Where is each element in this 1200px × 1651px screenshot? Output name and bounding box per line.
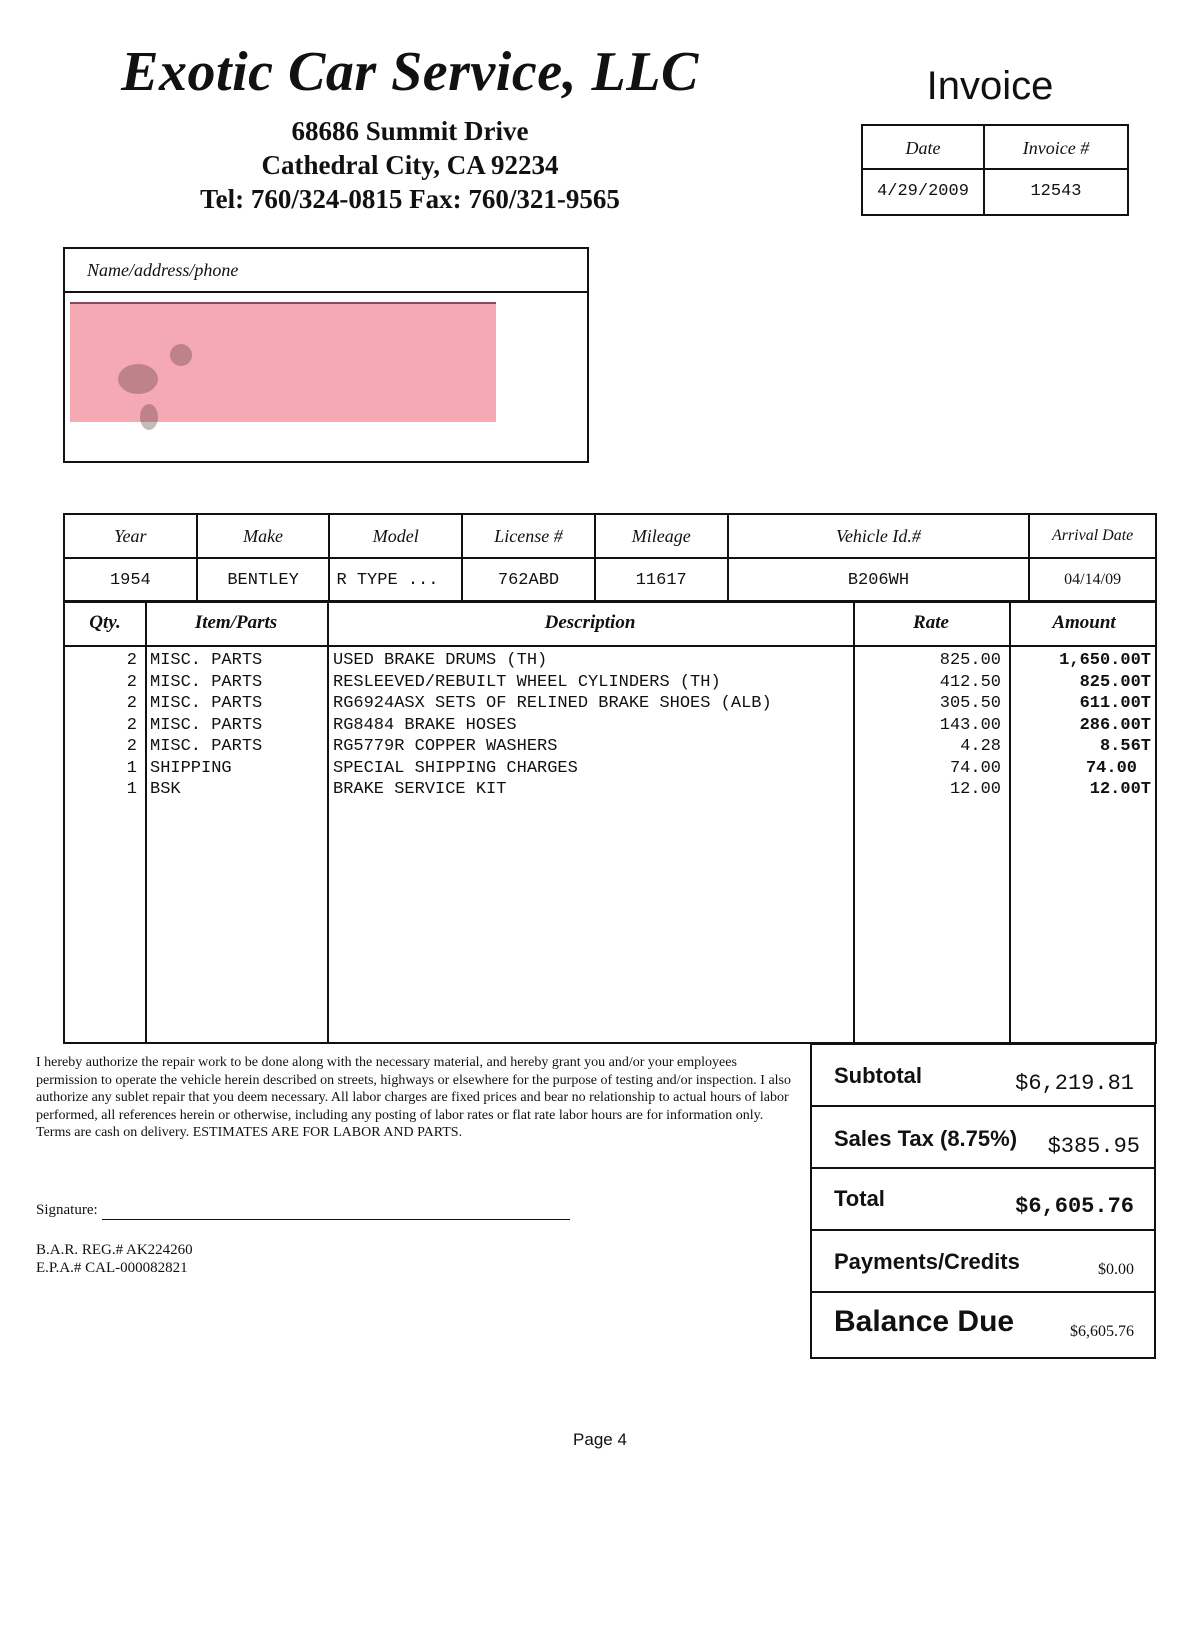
line-item-rate: 305.50 [939, 694, 1001, 713]
vehicle-header-make: Make [197, 514, 330, 558]
payments-value: $0.00 [1098, 1261, 1134, 1278]
vehicle-license: 762ABD [462, 558, 595, 602]
line-item-rate: 412.50 [939, 672, 1001, 692]
total-row [812, 1169, 1154, 1231]
line-item-rate: 143.00 [939, 715, 1001, 735]
vehicle-arrival-date: 04/14/09 [1029, 558, 1156, 602]
invoice-title: Invoice [926, 64, 1054, 108]
line-item-part: MISC. PARTS [150, 715, 263, 735]
sales-tax-label: Sales Tax (8.75%) [834, 1126, 1018, 1151]
payments-label: Payments/Credits [834, 1249, 1020, 1274]
balance-due-label: Balance Due [834, 1305, 1015, 1338]
line-item-description: USED BRAKE DRUMS (TH) [333, 651, 548, 670]
signature-label: Signature: [36, 1202, 98, 1218]
subtotal-row [812, 1045, 1154, 1107]
balance-due-value: $6,605.76 [1070, 1323, 1134, 1340]
line-item-rate: 4.28 [960, 737, 1001, 756]
line-item-row [65, 737, 1155, 759]
vehicle-mileage: 11617 [595, 558, 728, 602]
items-header-description: Description [544, 612, 636, 633]
balance-due-row [812, 1293, 1154, 1357]
vehicle-make: BENTLEY [197, 558, 330, 602]
line-item-part: SHIPPING [150, 758, 232, 778]
line-item-part: MISC. PARTS [150, 651, 263, 670]
line-item-qty: 1 [126, 758, 137, 778]
invoice-info-box [861, 124, 1129, 216]
invoice-number: 12543 [1030, 182, 1082, 201]
line-item-amount: 74.00 [1085, 758, 1137, 778]
line-item-part: MISC. PARTS [150, 737, 263, 756]
authorization-terms: I hereby authorize the repair work to be done along with the necessary material, and hereby grant you and/or your employees permission to operate the vehicle herein described on streets, highways or elsewhere for the purpose of testing and/or inspection. I also authorize any sublet repair that you deem necessary. All labor charges are fixed prices and bear no relationship to actual hours of labor performed, all references herein or otherwise, including any posting of labor rates or flat rate labor hours are for information only. Terms are cash on delivery. ESTIMATES ARE FOR LABOR AND PARTS. [36, 1055, 791, 1140]
line-item-part: MISC. PARTS [150, 694, 263, 713]
signature-line [102, 1219, 570, 1220]
vehicle-header-vin: Vehicle Id.# [728, 514, 1030, 558]
epa-number: E.P.A.# CAL-000082821 [36, 1260, 188, 1276]
line-item-row [65, 759, 1155, 781]
line-item-description: RG8484 BRAKE HOSES [333, 715, 517, 735]
vehicle-year: 1954 [64, 558, 197, 602]
line-item-row [65, 780, 1155, 802]
line-item-description: SPECIAL SHIPPING CHARGES [333, 758, 578, 778]
line-item-rate: 12.00 [949, 780, 1001, 799]
customer-address-header [65, 249, 587, 293]
vehicle-header-year: Year [64, 514, 197, 558]
line-item-qty: 2 [126, 672, 137, 692]
line-item-qty: 2 [126, 737, 137, 756]
invoice-number-label: Invoice # [985, 126, 1127, 170]
line-item-row [65, 651, 1155, 673]
page-number: Page 4 [573, 1430, 627, 1449]
line-item-qty: 1 [126, 780, 137, 799]
line-item-description: RG6924ASX SETS OF RELINED BRAKE SHOES (ALB) [333, 694, 772, 713]
line-item-amount: 611.00T [1079, 694, 1151, 713]
totals-box [810, 1043, 1156, 1359]
items-header-amount: Amount [1052, 612, 1116, 633]
total-label: Total [834, 1186, 885, 1211]
sales-tax-row [812, 1107, 1154, 1169]
vehicle-header-license: License # [462, 514, 595, 558]
vehicle-value-row [64, 558, 1156, 602]
line-item-part: BSK [150, 780, 181, 799]
line-item-qty: 2 [126, 651, 137, 670]
subtotal-value: $6,219.81 [1015, 1071, 1134, 1096]
company-address-line1: 68686 Summit Drive [291, 116, 529, 146]
company-address-line2: Cathedral City, CA 92234 [261, 150, 559, 180]
sales-tax-value: $385.95 [1047, 1134, 1140, 1159]
customer-address-label: Name/address/phone [87, 260, 239, 280]
company-name: Exotic Car Service, LLC [121, 41, 699, 103]
vehicle-vin: B206WH [728, 558, 1030, 602]
items-header-item: Item/Parts [194, 612, 278, 633]
line-item-row [65, 694, 1155, 716]
vehicle-header-model: Model [329, 514, 462, 558]
items-header-rate: Rate [913, 612, 949, 633]
invoice-date: 4/29/2009 [863, 170, 985, 214]
line-item-qty: 2 [126, 715, 137, 735]
items-header-qty: Qty. [89, 612, 121, 633]
line-item-description: BRAKE SERVICE KIT [333, 780, 507, 799]
invoice-date-label: Date [863, 126, 985, 170]
line-item-row [65, 673, 1155, 695]
vehicle-header-arrival: Arrival Date [1029, 514, 1156, 558]
redaction-block [70, 302, 496, 422]
line-item-amount: 286.00T [1079, 715, 1151, 735]
line-item-row [65, 716, 1155, 738]
line-item-description: RESLEEVED/REBUILT WHEEL CYLINDERS (TH) [333, 672, 721, 692]
registration-numbers [36, 1241, 193, 1277]
line-item-part: MISC. PARTS [150, 672, 263, 692]
line-item-qty: 2 [126, 694, 137, 713]
vehicle-info-table [63, 513, 1157, 603]
company-header [60, 40, 760, 216]
line-items-table [63, 600, 1157, 1044]
subtotal-label: Subtotal [834, 1063, 922, 1088]
line-item-description: RG5779R COPPER WASHERS [333, 737, 558, 756]
line-item-rate: 74.00 [949, 758, 1001, 778]
vehicle-model: R TYPE ... [329, 558, 462, 602]
customer-address-box [63, 247, 589, 463]
line-item-amount: 1,650.00T [1059, 651, 1151, 670]
bar-registration: B.A.R. REG.# AK224260 [36, 1242, 193, 1258]
company-phone-fax: Tel: 760/324-0815 Fax: 760/321-9565 [200, 184, 620, 214]
line-item-rate: 825.00 [939, 651, 1001, 670]
vehicle-header-row [64, 514, 1156, 558]
total-value: $6,605.76 [1015, 1194, 1134, 1219]
vehicle-header-mileage: Mileage [595, 514, 728, 558]
line-item-amount: 825.00T [1079, 672, 1151, 692]
payments-row [812, 1231, 1154, 1293]
line-item-amount: 12.00T [1089, 780, 1151, 799]
line-item-amount: 8.56T [1099, 737, 1151, 756]
